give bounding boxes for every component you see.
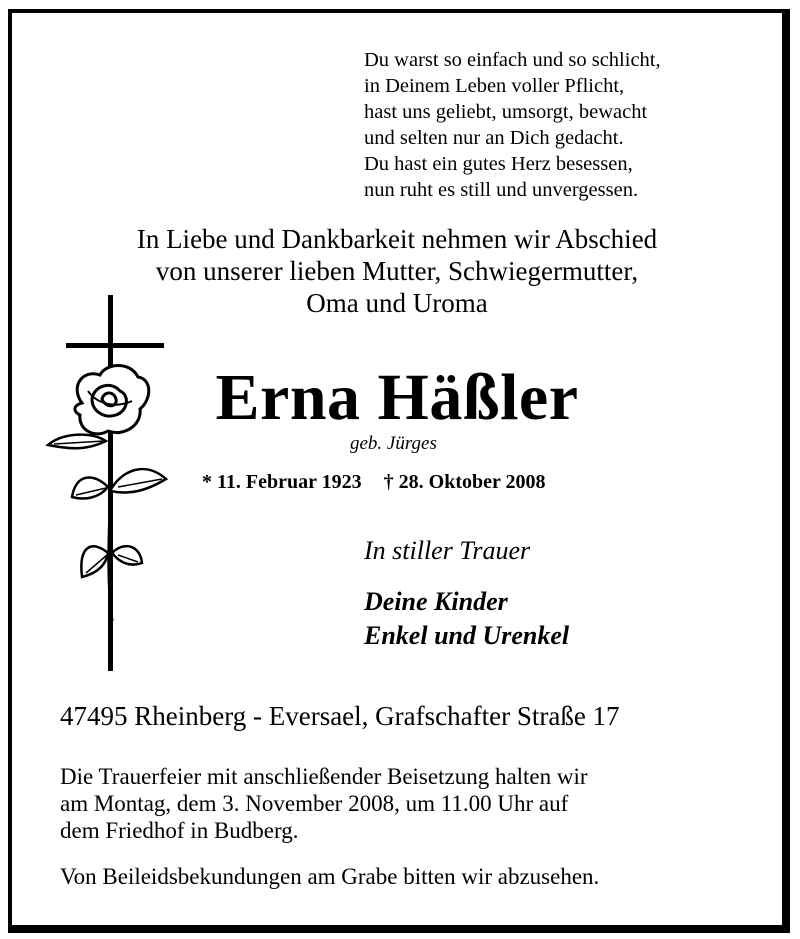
family-signature [364, 585, 569, 653]
deceased-name: Erna Häßler [215, 361, 579, 434]
intro-line: In Liebe und Dankbarkeit nehmen wir Abschied [136, 224, 658, 254]
death-date: † 28. Oktober 2008 [383, 471, 546, 493]
family-line: Deine Kinder [364, 587, 508, 616]
poem-line: Du warst so einfach und so schlicht, [364, 49, 661, 71]
funeral-notice [60, 763, 588, 844]
funeral-line: am Montag, dem 3. November 2008, um 11.00 Uhr auf [60, 791, 569, 816]
mourning-text: In stiller Trauer [364, 536, 531, 565]
obituary-frame [8, 9, 790, 933]
funeral-line: dem Friedhof in Budberg. [60, 818, 299, 843]
intro-line: Oma und Uroma [306, 288, 488, 318]
poem-line: Du hast ein gutes Herz besessen, [364, 153, 633, 175]
cross-with-rose-icon [34, 291, 174, 671]
condolence-note: Von Beileidsbekundungen am Grabe bitten wir abzusehen. [60, 864, 600, 889]
funeral-line: Die Trauerfeier mit anschließender Beisetzung halten wir [60, 764, 588, 789]
poem-line: hast uns geliebt, umsorgt, bewacht [364, 101, 648, 123]
intro-line: von unserer lieben Mutter, Schwiegermutter, [155, 256, 639, 286]
poem [364, 47, 661, 203]
poem-line: nun ruht es still und unvergessen. [364, 179, 639, 201]
family-line: Enkel und Urenkel [364, 621, 570, 650]
poem-line: in Deinem Leben voller Pflicht, [364, 75, 625, 97]
life-dates [202, 471, 546, 494]
address: 47495 Rheinberg - Eversael, Grafschafter Straße 17 [60, 701, 620, 731]
poem-line: und selten nur an Dich gedacht. [364, 127, 624, 149]
maiden-name: geb. Jürges [350, 433, 437, 454]
birth-date: * 11. Februar 1923 [202, 471, 362, 493]
